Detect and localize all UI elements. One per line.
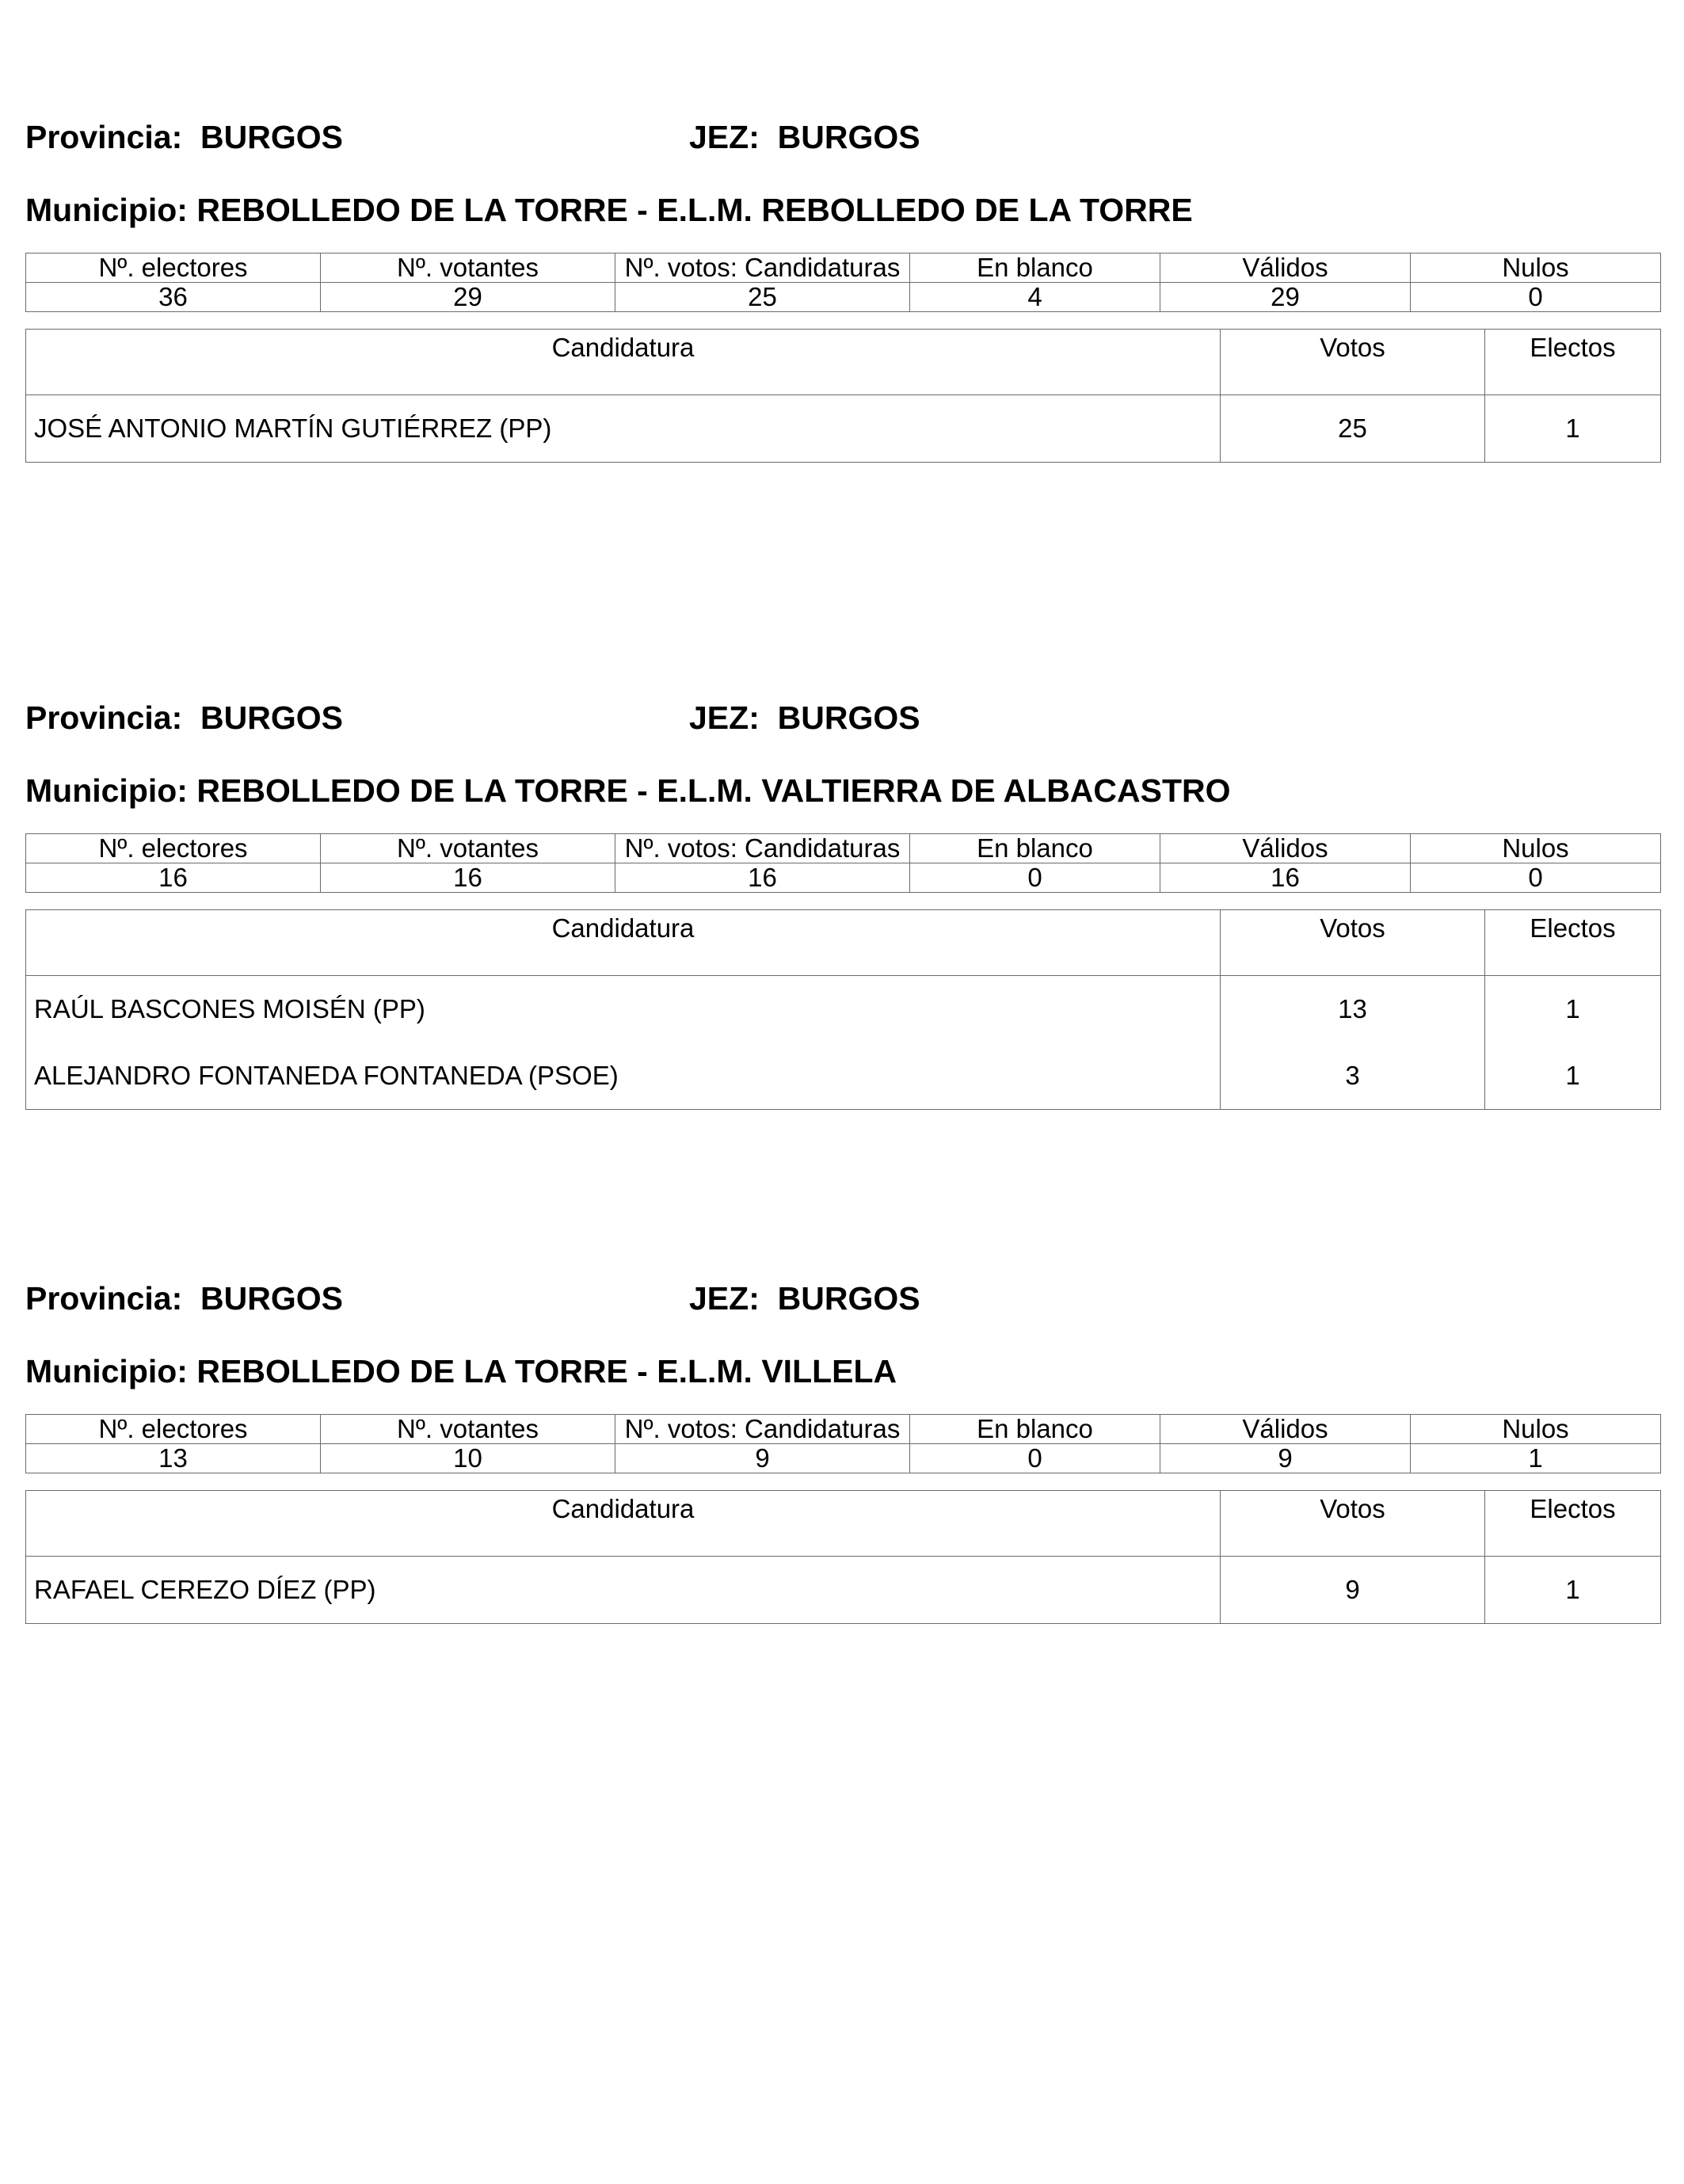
stats-header-cell: Válidos (1160, 834, 1411, 863)
provincia-label: Provincia: (25, 699, 183, 736)
stats-value-cell: 25 (615, 283, 910, 312)
municipio-value: REBOLLEDO DE LA TORRE - E.L.M. VALTIERRA DE ALBACASTRO (196, 772, 1231, 809)
jez-group (689, 113, 920, 161)
provincia-value: BURGOS (200, 119, 343, 155)
candidatura-header: Candidatura (26, 330, 1221, 395)
stats-header-cell: Nº. electores (26, 834, 321, 863)
candidate-electos: 1 (1485, 395, 1661, 463)
candidate-row (26, 1557, 1661, 1624)
province-header (25, 694, 1660, 741)
stats-value-cell: 16 (321, 863, 615, 893)
stats-value-cell: 16 (615, 863, 910, 893)
stats-header-cell: En blanco (910, 253, 1160, 283)
municipio-value: REBOLLEDO DE LA TORRE - E.L.M. VILLELA (196, 1353, 897, 1389)
stats-header-cell: Nº. votos: Candidaturas (615, 253, 910, 283)
candidate-votos: 9 (1221, 1557, 1485, 1624)
stats-value-row (26, 1444, 1661, 1473)
candidate-name: ALEJANDRO FONTANEDA FONTANEDA (PSOE) (26, 1042, 1221, 1110)
stats-header-cell: Nulos (1411, 1415, 1661, 1444)
stats-value-cell: 0 (1411, 283, 1661, 312)
votos-header: Votos (1221, 330, 1485, 395)
stats-header-row (26, 1415, 1661, 1444)
stats-header-cell: Nº. electores (26, 253, 321, 283)
jez-value: BURGOS (777, 699, 920, 736)
stats-value-cell: 13 (26, 1444, 321, 1473)
stats-header-row (26, 834, 1661, 863)
candidate-row (26, 976, 1661, 1043)
jez-label: JEZ: (689, 1280, 760, 1317)
stats-header-cell: Nulos (1411, 834, 1661, 863)
candidate-votos: 13 (1221, 976, 1485, 1043)
stats-header-cell: Nº. votantes (321, 253, 615, 283)
candidate-row (26, 395, 1661, 463)
stats-header-cell: Nº. votantes (321, 834, 615, 863)
stats-value-cell: 0 (910, 1444, 1160, 1473)
stats-header-cell: Nº. votos: Candidaturas (615, 834, 910, 863)
candidatura-header: Candidatura (26, 910, 1221, 976)
jez-value: BURGOS (777, 1280, 920, 1317)
candidate-electos: 1 (1485, 1557, 1661, 1624)
candidates-table (25, 909, 1661, 1110)
stats-value-cell: 29 (321, 283, 615, 312)
stats-value-cell: 0 (1411, 863, 1661, 893)
stats-value-cell: 1 (1411, 1444, 1661, 1473)
jez-label: JEZ: (689, 699, 760, 736)
municipio-header (25, 1347, 1660, 1395)
stats-value-row (26, 283, 1661, 312)
candidate-name: RAÚL BASCONES MOISÉN (PP) (26, 976, 1221, 1043)
stats-value-cell: 16 (26, 863, 321, 893)
stats-header-cell: Nulos (1411, 253, 1661, 283)
stats-table (25, 1414, 1661, 1473)
stats-header-cell: Válidos (1160, 253, 1411, 283)
stats-value-cell: 36 (26, 283, 321, 312)
stats-value-cell: 29 (1160, 283, 1411, 312)
stats-value-cell: 4 (910, 283, 1160, 312)
stats-value-cell: 10 (321, 1444, 615, 1473)
electos-header: Electos (1485, 910, 1661, 976)
votos-header: Votos (1221, 1491, 1485, 1557)
candidate-votos: 25 (1221, 395, 1485, 463)
stats-value-row (26, 863, 1661, 893)
provincia-value: BURGOS (200, 699, 343, 736)
candidates-header-row (26, 1491, 1661, 1557)
stats-header-cell: Nº. votos: Candidaturas (615, 1415, 910, 1444)
stats-value-cell: 9 (615, 1444, 910, 1473)
stats-value-cell: 9 (1160, 1444, 1411, 1473)
electos-header: Electos (1485, 330, 1661, 395)
candidate-name: RAFAEL CEREZO DÍEZ (PP) (26, 1557, 1221, 1624)
jez-group (689, 694, 920, 741)
provincia-label: Provincia: (25, 119, 183, 155)
provincia-value: BURGOS (200, 1280, 343, 1317)
candidate-votos: 3 (1221, 1042, 1485, 1110)
candidatura-header: Candidatura (26, 1491, 1221, 1557)
candidate-row (26, 1042, 1661, 1110)
candidate-electos: 1 (1485, 1042, 1661, 1110)
stats-table (25, 253, 1661, 312)
candidates-header-row (26, 910, 1661, 976)
stats-header-cell: En blanco (910, 1415, 1160, 1444)
stats-header-cell: En blanco (910, 834, 1160, 863)
municipio-value: REBOLLEDO DE LA TORRE - E.L.M. REBOLLEDO DE LA TORRE (196, 192, 1193, 228)
candidates-table (25, 1490, 1661, 1624)
stats-header-cell: Nº. electores (26, 1415, 321, 1444)
municipio-label: Municipio: (25, 1353, 188, 1389)
candidates-header-row (26, 330, 1661, 395)
municipio-header (25, 186, 1660, 234)
stats-header-cell: Nº. votantes (321, 1415, 615, 1444)
municipio-header (25, 767, 1660, 814)
stats-value-cell: 0 (910, 863, 1160, 893)
jez-value: BURGOS (777, 119, 920, 155)
electos-header: Electos (1485, 1491, 1661, 1557)
stats-value-cell: 16 (1160, 863, 1411, 893)
province-header (25, 1275, 1660, 1322)
votos-header: Votos (1221, 910, 1485, 976)
municipio-label: Municipio: (25, 192, 188, 228)
provincia-label: Provincia: (25, 1280, 183, 1317)
municipio-label: Municipio: (25, 772, 188, 809)
jez-label: JEZ: (689, 119, 760, 155)
jez-group (689, 1275, 920, 1322)
province-header (25, 113, 1660, 161)
stats-table (25, 833, 1661, 893)
candidate-name: JOSÉ ANTONIO MARTÍN GUTIÉRREZ (PP) (26, 395, 1221, 463)
candidates-table (25, 329, 1661, 463)
candidate-electos: 1 (1485, 976, 1661, 1043)
stats-header-cell: Válidos (1160, 1415, 1411, 1444)
stats-header-row (26, 253, 1661, 283)
